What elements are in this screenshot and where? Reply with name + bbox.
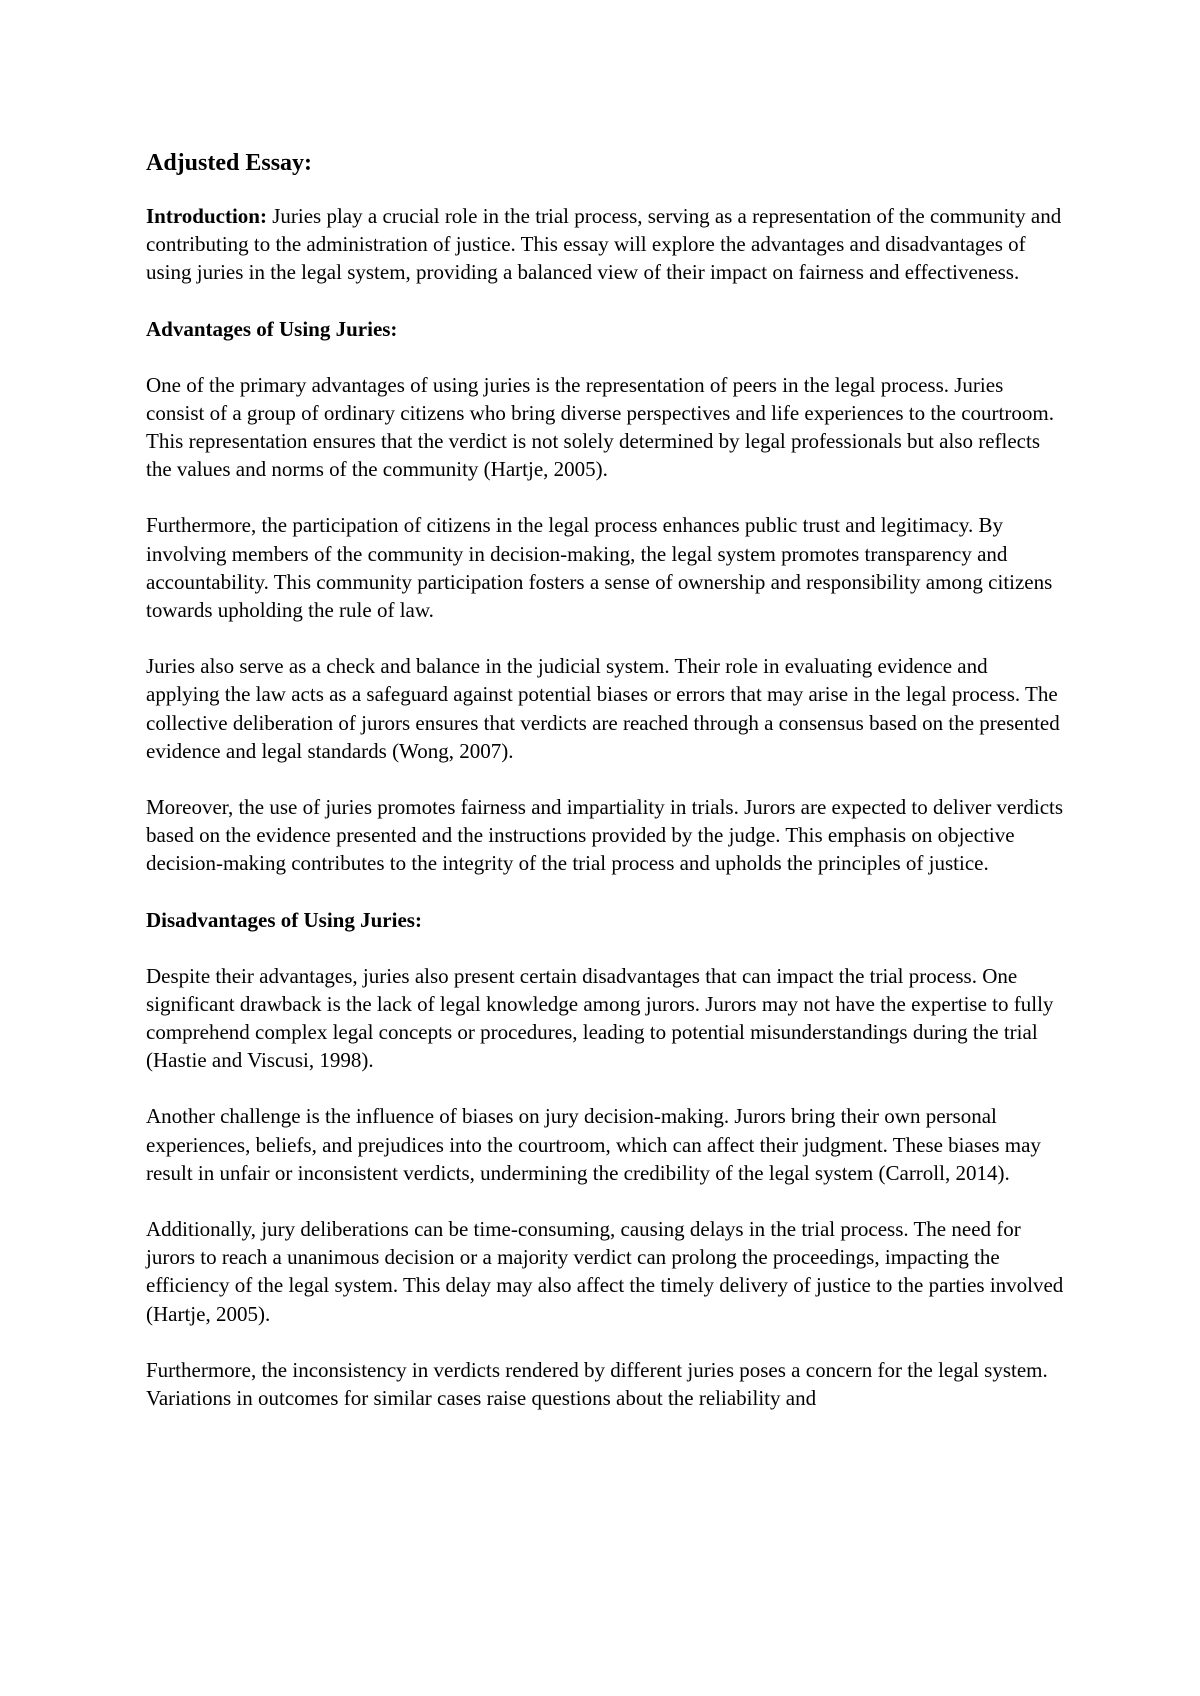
advantages-heading: Advantages of Using Juries: (146, 316, 398, 341)
document-body (146, 148, 1066, 1440)
essay-title: Adjusted Essay: (146, 150, 313, 176)
introduction-paragraph (146, 202, 1066, 287)
introduction-text: Juries play a crucial role in the trial process, serving as a representation of the community and contributing to the administration of justice. This essay will explore the advantages and disadvantages of using juries in the legal system, providing a balanced view of their impact on fairness and effectiveness. (146, 204, 1062, 285)
disadvantages-paragraph-1: Despite their advantages, juries also present certain disadvantages that can impact the trial process. One significant drawback is the lack of legal knowledge among jurors. Jurors may not have the expertise to fully comprehend complex legal concepts or procedures, leading to potential misunderstandings during the trial (Hastie and Viscusi, 1998). (146, 963, 1054, 1073)
advantages-paragraph-1: One of the primary advantages of using juries is the representation of peers in the legal process. Juries consist of a group of ordinary citizens who bring diverse perspectives and life experiences to the courtroom. This representation ensures that the verdict is not solely determined by legal professionals but also reflects the values and norms of the community (Hartje, 2005). (146, 372, 1054, 482)
introduction-label: Introduction: (146, 204, 267, 228)
disadvantages-paragraph-3: Additionally, jury deliberations can be time-consuming, causing delays in the trial process. The need for jurors to reach a unanimous decision or a majority verdict can prolong the proceedings, impacting the efficiency of the legal system. This delay may also affect the timely delivery of justice to the parties involved (Hartje, 2005). (146, 1217, 1064, 1326)
disadvantages-paragraph-4: Furthermore, the inconsistency in verdicts rendered by different juries poses a concern for the legal system. Variations in outcomes for similar cases raise questions about the reliability and (146, 1357, 1048, 1411)
advantages-paragraph-3: Juries also serve as a check and balance in the judicial system. Their role in evaluating evidence and applying the law acts as a safeguard against potential biases or errors that may arise in the legal process. The collective deliberation of jurors ensures that verdicts are reached through a consensus based on the presented evidence and legal standards (Wong, 2007). (146, 654, 1060, 763)
advantages-paragraph-2: Furthermore, the participation of citizens in the legal process enhances public trust and legitimacy. By involving members of the community in decision-making, the legal system promotes transparency and accountability. This community participation fosters a sense of ownership and responsibility among citizens towards upholding the rule of law. (146, 513, 1053, 623)
advantages-paragraph-4: Moreover, the use of juries promotes fairness and impartiality in trials. Jurors are expected to deliver verdicts based on the evidence presented and the instructions provided by the judge. This emphasis on objective decision-making contributes to the integrity of the trial process and upholds the principles of justice. (146, 795, 1064, 876)
disadvantages-paragraph-2: Another challenge is the influence of biases on jury decision-making. Jurors bring their own personal experiences, beliefs, and prejudices into the courtroom, which can affect their judgment. These biases may result in unfair or inconsistent verdicts, undermining the credibility of the legal system (Carroll, 2014). (146, 1104, 1041, 1185)
disadvantages-heading: Disadvantages of Using Juries: (146, 907, 422, 932)
